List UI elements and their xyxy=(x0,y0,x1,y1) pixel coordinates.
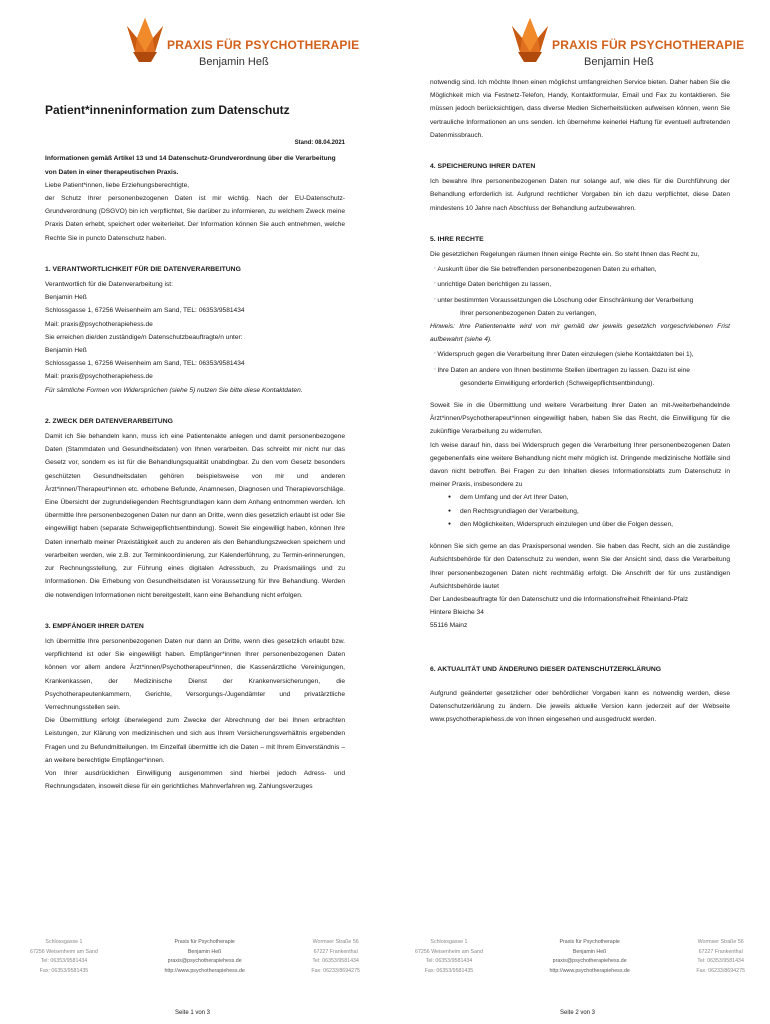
footer-line: Benjamin Heß xyxy=(572,948,607,955)
footer-line: Schlossgasse 1 xyxy=(430,939,468,945)
question-list-item: ● den Möglichkeiten, Widerspruch einzulegen und über die Folgen dessen, xyxy=(430,518,730,531)
s1-line: Mail: praxis@psychotherapiehess.de xyxy=(45,373,153,381)
footer-line: Praxis für Psychotherapie xyxy=(174,939,235,945)
footer-address-left xyxy=(415,938,483,976)
rights-list-item-cont: Ihrer personenbezogenen Daten zu verlangen, xyxy=(460,309,597,317)
s1-line: Benjamin Heß xyxy=(45,347,87,355)
page-number: Seite 2 von 3 xyxy=(559,1010,596,1016)
footer-email-link[interactable]: praxis@psychotherapiehess.de xyxy=(167,958,242,964)
authority-address-line: Hintere Bleiche 34 xyxy=(430,609,484,617)
section-3-text: Die Übermittlung erfolgt überwiegend zum Zwecke der Abrechnung der bei Ihnen erbrachten Leistungen, zur Klärung von medizinischen und sich aus Ihrem Versicherungsverhältnis ergebenden Fragen und zu Befundmitteilungen. Im Einzelfall übermittle ich die Daten – mit Ihrem Einverständnis – an weitere berechtigte Empfänger*innen. xyxy=(45,717,345,764)
document-title: Patient*inneninformation zum Datenschutz xyxy=(45,103,290,117)
footer-line: 67256 Weisenheim am Sand xyxy=(30,948,98,955)
brand-person: Benjamin Heß xyxy=(199,56,269,68)
letterhead xyxy=(125,12,385,77)
question-list-item: ● dem Umfang und der Art Ihrer Daten, xyxy=(430,491,730,504)
rights-list-item-cont: gesonderte Einwilligung erforderlich (Schweigepflichtsentbindung). xyxy=(460,379,655,387)
continued-text: notwendig sind. Ich möchte Ihnen einen möglichst umfangreichen Service bieten. Daher haben Sie die Möglichkeit mich via Festnetz-Telefon, Handy, Kontaktformular, Email und Fax zu kontaktieren. Sie müssen jedoch berücksichtigen, dass diverse Medien Sicherheitslücken aufweisen können, wenn Sie vertrauliche Informationen an uns senden. Ich übernehme keinerlei Haftung für eventuell auftretenden Datenmissbrauch. xyxy=(430,79,730,139)
section-5-text: Soweit Sie in die Übermittlung und weitere Verarbeitung Ihrer Daten an mit-/weiterbehandelnde Ärzt*innen/Psychotherapeut*innen eingewilligt haben, haben Sie das Recht, die Einwilligung für die zukünftige Verarbeitung zu widerrufen. xyxy=(430,402,730,436)
intro-heading: Informationen gemäß Artikel 13 und 14 Datenschutz-Grundverordnung über die Verarbeitung von Daten in einer therapeutischen Praxis. xyxy=(45,155,336,176)
section-6-text: Aufgrund geänderter gesetzlicher oder behördlicher Vorgaben kann es notwendig werden, diese Datenschutzerklärung zu ändern. Die jeweils aktuelle Version kann jederzeit auf der Webseite www.psychotherapiehess.de von Ihnen eingesehen und ausgedruckt werden. xyxy=(430,689,730,724)
section-2-heading: 2. ZWECK DER DATENVERARBEITUNG xyxy=(45,417,173,425)
s1-line: Mail: praxis@psychotherapiehess.de xyxy=(45,320,153,328)
section-5-intro: Die gesetzlichen Regelungen räumen Ihnen einige Rechte ein. So steht Ihnen das Recht zu, xyxy=(430,251,700,259)
section-5-heading: 5. IHRE RECHTE xyxy=(430,235,484,243)
s1-line: Schlossgasse 1, 67256 Weisenheim am Sand, TEL: 06353/9581434 xyxy=(45,360,245,368)
footer-website-link[interactable]: http://www.psychotherapiehess.de xyxy=(164,967,245,974)
footer-line: Fax: 06233/8694275 xyxy=(311,967,360,974)
footer-line: 67227 Frankenthal xyxy=(698,948,743,955)
page-footer xyxy=(415,938,745,976)
section-5-text: Ich weise darauf hin, dass bei Widerspruch gegen die Verarbeitung Ihrer personenbezogenen Daten gegebenenfalls eine weitere Behandlung nicht mehr möglich ist. Dringende medizinische Notfälle sind davon nicht betroffen. Bei Fragen zu den Inhalten dieses Informationsblatts zum Datenschutz in meiner Praxis, insbesondere zu xyxy=(430,441,730,489)
question-list-item: ● den Rechtsgrundlagen der Verarbeitung, xyxy=(430,505,730,518)
footer-line: Praxis für Psychotherapie xyxy=(559,939,620,945)
page-number: Seite 1 von 3 xyxy=(174,1010,211,1016)
footer-address-right xyxy=(696,938,745,976)
footer-line: Fax: 06233/8694275 xyxy=(696,967,745,974)
section-4-text: Ich bewahre Ihre personenbezogenen Daten nur solange auf, wie dies für die Durchführung der Behandlung erforderlich ist. Aufgrund rechtlicher Vorgaben bin ich dazu verpflichtet, diese Daten mindestens 10 Jahre nach Abschluss der Behandlung aufzubewahren. xyxy=(430,178,730,212)
s1-line: Sie erreichen die/den zuständige/n Datenschutzbeauftragte/n unter: xyxy=(45,333,243,341)
s1-line: Benjamin Heß xyxy=(45,294,87,302)
footer-line: Fax: 06353/9581435 xyxy=(424,967,474,974)
footer-address-right xyxy=(311,938,360,976)
footer-line: Wormser Straße 56 xyxy=(697,939,744,945)
section-5-text: können Sie sich gerne an das Praxispersonal wenden. Sie haben das Recht, sich an die zuständige Aufsichtsbehörde für den Datenschutz zu wenden, wenn Sie der Ansicht sind, dass die Verarbeitung Ihrer personenbezogenen Daten nicht rechtmäßig erfolgt. Die Anschrift der für uns zuständigen Aufsichtsbehörde lautet xyxy=(430,543,730,590)
section-3-heading: 3. EMPFÄNGER IHRER DATEN xyxy=(45,622,144,630)
footer-address-left xyxy=(30,938,98,976)
rights-list-item: ▫ Ihre Daten an andere von Ihnen bestimmte Stellen übertragen zu lassen. Dazu ist eine xyxy=(430,362,730,377)
paper-boat-icon xyxy=(125,12,165,70)
rights-list-item: ▫ unrichtige Daten berichtigen zu lassen, xyxy=(430,276,730,291)
section-4-heading: 4. SPEICHERUNG IHRER DATEN xyxy=(430,163,536,171)
footer-contact xyxy=(549,938,629,976)
page-2 xyxy=(385,0,770,1024)
section-3-text: Ich übermittle Ihre personenbezogenen Daten nur dann an Dritte, wenn dies gesetzlich erlaubt bzw. verpflichtend ist oder Sie eingewilligt haben. Empfänger*innen Ihrer personenbezogenen Daten können vor allem andere Ärzt*innen/Psychotherapeut*innen, die Kassenärztliche Vereinigungen, Krankenkassen, der Medizinische Dienst der Krankenversicherungen, die Psychotherapeutenkammern, Gerichte, Versorgungs-/Jugendämter und privatärztliche Verrechnungsstellen sein. xyxy=(45,637,345,711)
footer-line: Wormser Straße 56 xyxy=(312,939,359,945)
footer-email-link[interactable]: praxis@psychotherapiehess.de xyxy=(552,958,627,964)
section-1-heading: 1. VERANTWORTLICHKEIT FÜR DIE DATENVERARBEITUNG xyxy=(45,265,241,273)
rights-list-item: ▫ unter bestimmten Voraussetzungen die Löschung oder Einschränkung der Verarbeitung xyxy=(430,292,730,307)
page-1-content xyxy=(45,104,345,793)
authority-address-line: Der Landesbeauftragte für den Datenschutz und die Informationsfreiheit Rheinland-Pfalz xyxy=(430,595,689,603)
section-2-text: Damit ich Sie behandeln kann, muss ich eine Patientenakte anlegen und damit personenbezogene Daten (Stammdaten und Gesundheitsdaten) von Ihnen verarbeiten. Das schreibt mir nicht nur das Gesetz vor, sondern es ist für die Behandlungsqualität unabdingbar. Zu den vom Gesetz besonders geschützten Gesundheitsdaten gehören beispielsweise von mir und anderen Ärzt*innen/Therapeut*innen etc. erhobene Befunde, Anamnesen, Diagnosen und Therapievorschläge. Eine Übersicht der zugrundeliegenden Rechtsgrundlagen kann dem Anhang entnommen werden. Ich übermittle Ihre personenbezogenen Daten nur dann an Dritte, wenn dies gesetzlich erlaubt ist oder Sie eingewilligt haben (separate Schweigepflichtsentbindung). Soweit Sie eingewilligt haben, können Ihre Daten innerhalb meiner Praxistätigkeit auch zu anderen als den Behandlungszwecken speichern und verarbeiten werden, wie z.B. zur Terminkoordinierung, zur Kalenderführung, zu Termin-erinnerungen, zur Rechnungsstellung, zur Führung eines digitalen Adressbuch, zu Praxismailings und zu Informationen. Die Erhebung von Gesundheitsdaten ist Voraussetzung für Ihre Behandlung. Werden die notwendigen Informationen nicht bereitgestellt, kann eine Behandlung nicht erfolgen. xyxy=(45,433,345,599)
footer-line: Tel: 06353/9581434 xyxy=(425,958,473,964)
section-6-heading: 6. AKTUALITÄT UND ÄNDERUNG DIESER DATENSCHUTZERKLÄRUNG xyxy=(430,665,662,673)
page-footer xyxy=(30,938,360,976)
rights-list-item: ▫ Widerspruch gegen die Verarbeitung Ihrer Daten einzulegen (siehe Kontaktdaten bei 1), xyxy=(430,346,730,361)
brand-name: PRAXIS FÜR PSYCHOTHERAPIE xyxy=(552,38,745,52)
paper-boat-icon xyxy=(510,12,550,70)
footer-contact xyxy=(164,938,244,976)
brand-person: Benjamin Heß xyxy=(584,56,654,68)
footer-line: Tel: 06353/9581434 xyxy=(697,958,744,964)
footer-website-link[interactable]: http://www.psychotherapiehess.de xyxy=(549,967,630,974)
s1-line: Schlossgasse 1, 67256 Weisenheim am Sand, TEL: 06353/9581434 xyxy=(45,307,245,315)
s1-line: Verantwortlich für die Datenverarbeitung ist: xyxy=(45,281,173,289)
footer-line: Schlossgasse 1 xyxy=(45,939,83,945)
footer-line: Benjamin Heß xyxy=(187,948,222,955)
letterhead xyxy=(510,12,770,77)
section-3-text: Von Ihrer ausdrücklichen Einwilligung ausgenommen sind hierbei jedoch Adress- und Rechnungsdaten, insoweit diese für ein gerichtliches Mahnverfahren wg. Zahlungsverzuges xyxy=(45,769,345,791)
s1-note: Für sämtliche Formen von Widersprüchen (siehe 5) nutzen Sie bitte diese Kontaktdaten. xyxy=(45,386,303,394)
footer-line: Fax: 06353/9581435 xyxy=(39,967,89,974)
page-2-content xyxy=(430,76,730,726)
footer-line: Tel: 06353/9581434 xyxy=(40,958,88,964)
authority-address-line: 55116 Mainz xyxy=(430,622,468,630)
intro-text: der Schutz Ihrer personenbezogenen Daten ist mir wichtig. Nach der EU-Datenschutz-Grundverordnung (DSGVO) bin ich verpflichtet, Sie darüber zu informieren, zu welchem Zweck meine Praxis Daten erhebt, speichert oder weiterleitet. Der Information können Sie auch entnehmen, welche Rechte Sie in puncto Datenschutz haben. xyxy=(45,195,345,242)
rights-list-item: ▫ Auskunft über die Sie betreffenden personenbezogenen Daten zu erhalten, xyxy=(430,261,730,276)
brand-name: PRAXIS FÜR PSYCHOTHERAPIE xyxy=(167,38,360,52)
footer-line: Tel: 06353/9581434 xyxy=(312,958,359,964)
footer-line: 67227 Frankenthal xyxy=(313,948,358,955)
footer-line: 67256 Weisenheim am Sand xyxy=(415,948,483,955)
document-date: Stand: 08.04.2021 xyxy=(294,140,345,147)
salutation: Liebe Patient*innen, liebe Erziehungsberechtigte, xyxy=(45,181,190,189)
hinweis-note: Hinweis: Ihre Patientenakte wird von mir gemäß der jeweils gesetzlich vorgeschriebenen Frist aufbewahrt (siehe 4). xyxy=(430,323,730,344)
